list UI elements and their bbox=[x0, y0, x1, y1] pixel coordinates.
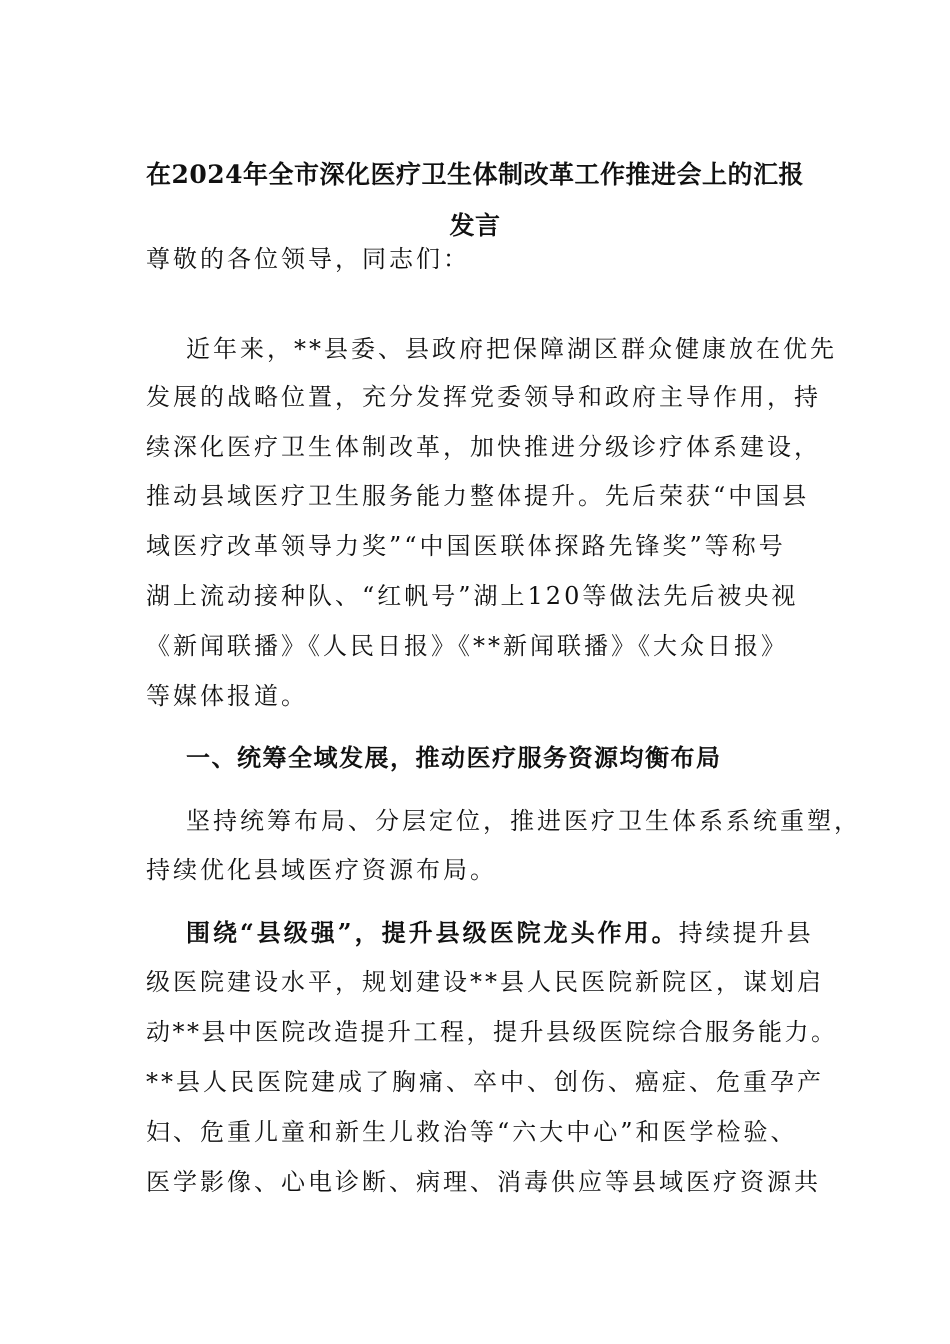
subsection-1-line-3: 动**县中医院改造提升工程，提升县级医院综合服务能力。 bbox=[146, 1018, 838, 1046]
section-1-heading: 一、统筹全域发展，推动医疗服务资源均衡布局 bbox=[186, 743, 722, 772]
intro-line-5: 域医疗改革领导力奖”“中国医联体探路先锋奖”等称号 bbox=[146, 532, 786, 560]
intro-line-8: 等媒体报道。 bbox=[146, 682, 308, 710]
section-1-para-line-2: 持续优化县域医疗资源布局。 bbox=[146, 856, 497, 884]
intro-line-1: 近年来，**县委、县政府把保障湖区群众健康放在优先 bbox=[186, 335, 837, 363]
subsection-1-line-5: 妇、危重儿童和新生儿救治等“六大中心”和医学检验、 bbox=[146, 1118, 798, 1146]
intro-line-3: 续深化医疗卫生体制改革，加快推进分级诊疗体系建设， bbox=[146, 433, 821, 461]
subsection-1-line-1 bbox=[186, 918, 814, 947]
intro-line-2: 发展的战略位置，充分发挥党委领导和政府主导作用，持 bbox=[146, 383, 821, 411]
section-1-para-line-1: 坚持统筹布局、分层定位，推进医疗卫生体系系统重塑， bbox=[186, 807, 861, 835]
salutation: 尊敬的各位领导，同志们： bbox=[146, 245, 470, 273]
intro-line-4: 推动县域医疗卫生服务能力整体提升。先后荣获“中国县 bbox=[146, 482, 810, 510]
document-title-line-1: 在2024年全市深化医疗卫生体制改革工作推进会上的汇报 bbox=[145, 160, 805, 189]
subsection-1-line-4: **县人民医院建成了胸痛、卒中、创伤、癌症、危重孕产 bbox=[146, 1068, 824, 1096]
intro-line-6: 湖上流动接种队、“红帆号”湖上120等做法先后被央视 bbox=[146, 582, 799, 610]
subsection-1-first-rest: 持续提升县 bbox=[678, 919, 814, 947]
subsection-1-line-2: 级医院建设水平，规划建设**县人民医院新院区，谋划启 bbox=[146, 968, 824, 996]
intro-line-7: 《新闻联播》《人民日报》《**新闻联播》《大众日报》 bbox=[146, 632, 788, 660]
subsection-1-lead: 围绕“县级强”，提升县级医院龙头作用。 bbox=[186, 918, 679, 947]
document-title-line-2: 发言 bbox=[449, 211, 501, 240]
subsection-1-line-6: 医学影像、心电诊断、病理、消毒供应等县域医疗资源共 bbox=[146, 1168, 821, 1196]
